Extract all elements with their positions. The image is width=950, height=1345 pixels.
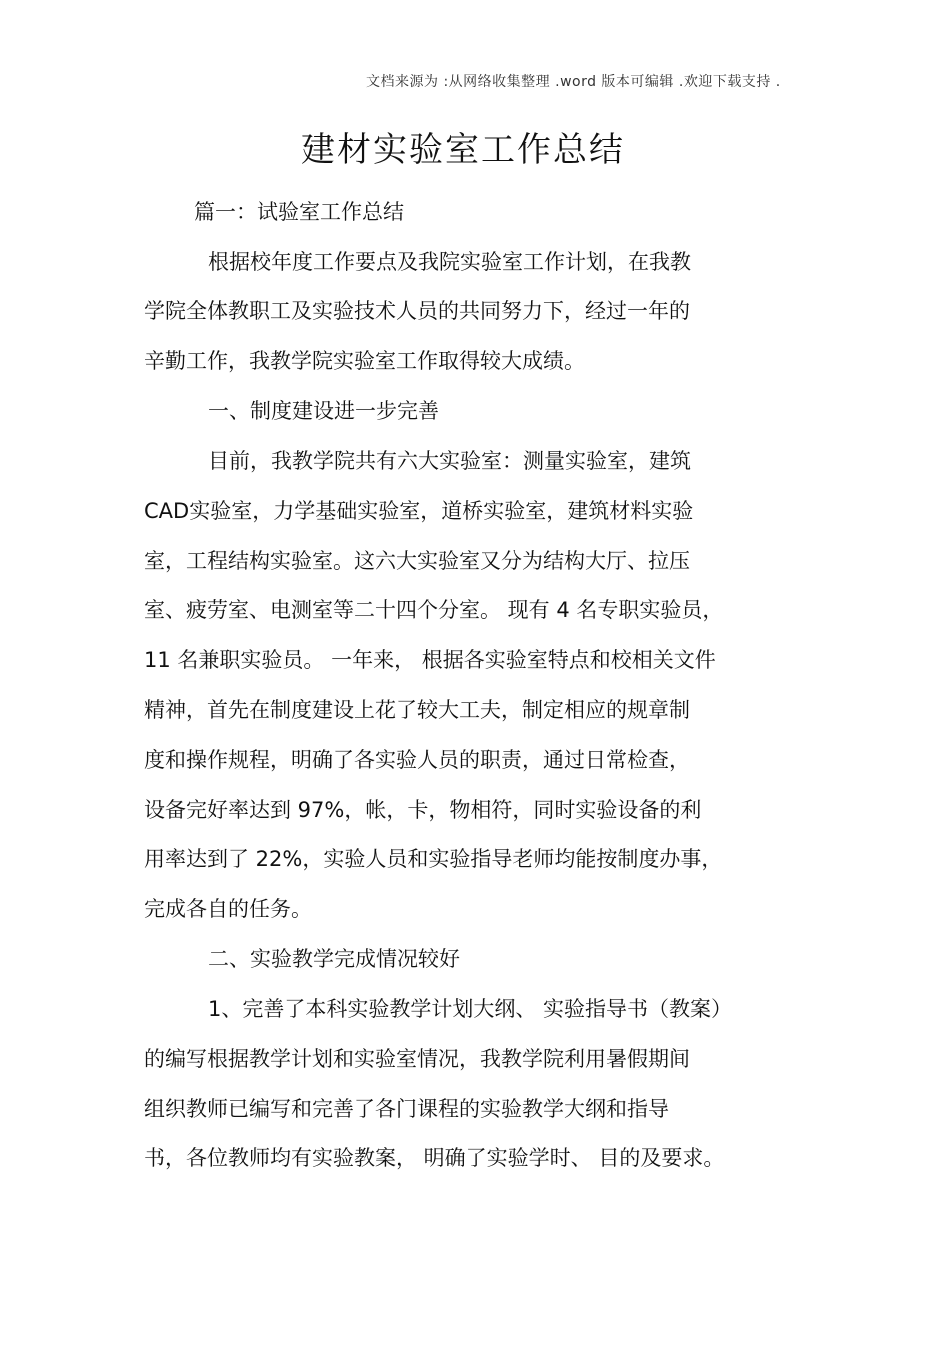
paragraph-line: CAD实验室，力学基础实验室，道桥实验室，建筑材料实验 [144, 499, 694, 523]
header-note: 文档来源为 :从网络收集整理 .word 版本可编辑 .欢迎下载支持 . [366, 74, 781, 90]
paragraph-line: 组织教师已编写和完善了各门课程的实验教学大纲和指导 [144, 1097, 669, 1121]
paragraph-line: 学院全体教职工及实验技术人员的共同努力下，经过一年的 [144, 299, 690, 323]
paragraph-line: 室、疲劳室、电测室等二十四个分室。 现有 4 名专职实验员， [144, 598, 724, 622]
section-heading-1: 篇一：试验室工作总结 [194, 200, 404, 224]
paragraph-line: 完成各自的任务。 [144, 897, 312, 921]
paragraph-line: 精神，首先在制度建设上花了较大工夫，制定相应的规章制 [144, 698, 690, 722]
paragraph-line: 设备完好率达到 97%，帐，卡，物相符，同时实验设备的利 [144, 798, 702, 822]
paragraph-line: 室，工程结构实验室。这六大实验室又分为结构大厅、拉压 [144, 549, 690, 573]
paragraph-line: 的编写根据教学计划和实验室情况，我教学院利用暑假期间 [144, 1047, 690, 1071]
paragraph-line: 11 名兼职实验员。 一年来， 根据各实验室特点和校相关文件 [144, 648, 716, 672]
paragraph-line: 辛勤工作，我教学院实验室工作取得较大成绩。 [144, 349, 585, 373]
document-title: 建材实验室工作总结 [301, 130, 625, 170]
paragraph-line: 书，各位教师均有实验教案， 明确了实验学时、 目的及要求。 [144, 1146, 725, 1170]
paragraph-line: 根据校年度工作要点及我院实验室工作计划，在我教 [208, 250, 691, 274]
paragraph-line: 目前，我教学院共有六大实验室：测量实验室，建筑 [208, 449, 691, 473]
section-heading-3: 二、实验教学完成情况较好 [208, 947, 460, 971]
paragraph-line: 度和操作规程，明确了各实验人员的职责，通过日常检查， [144, 748, 690, 772]
paragraph-line: 用率达到了 22%，实验人员和实验指导老师均能按制度办事， [144, 847, 723, 871]
section-heading-2: 一、制度建设进一步完善 [208, 399, 439, 423]
paragraph-line: 1、完善了本科实验教学计划大纲、 实验指导书（教案） [208, 997, 733, 1021]
